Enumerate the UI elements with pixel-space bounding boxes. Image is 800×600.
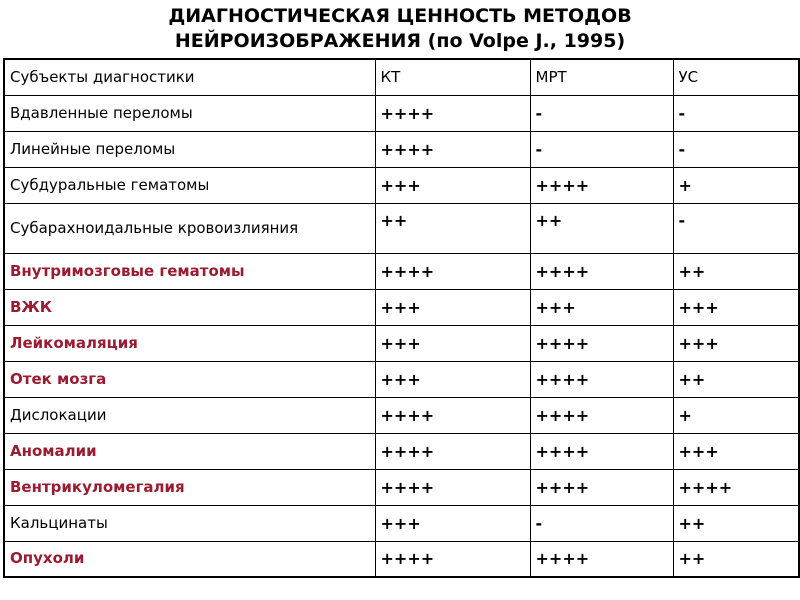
kt-cell: +++ [375, 361, 530, 397]
mrt-cell: ++++ [530, 541, 673, 577]
kt-cell: +++ [375, 289, 530, 325]
table-row [4, 469, 799, 505]
kt-cell: ++++ [375, 433, 530, 469]
table-row [4, 203, 799, 253]
table-row [4, 325, 799, 361]
header-cell-subject: Субъекты диагностики [4, 59, 375, 95]
subject-cell: Вдавленные переломы [4, 95, 375, 131]
table-header-row [4, 59, 799, 95]
subject-cell: Внутримозговые гематомы [4, 253, 375, 289]
mrt-cell: ++++ [530, 397, 673, 433]
us-cell: - [673, 131, 799, 167]
subject-cell: Дислокации [4, 397, 375, 433]
header-cell-kt: КТ [375, 59, 530, 95]
us-cell: + [673, 397, 799, 433]
subject-cell: Линейные переломы [4, 131, 375, 167]
subject-cell: Субдуральные гематомы [4, 167, 375, 203]
mrt-cell: +++ [530, 289, 673, 325]
us-cell: ++++ [673, 469, 799, 505]
subject-cell: Отек мозга [4, 361, 375, 397]
mrt-cell: ++++ [530, 469, 673, 505]
kt-cell: ++++ [375, 253, 530, 289]
subject-cell: Вентрикуломегалия [4, 469, 375, 505]
kt-cell: +++ [375, 505, 530, 541]
subject-cell: Кальцинаты [4, 505, 375, 541]
header-cell-mrt: МРТ [530, 59, 673, 95]
mrt-cell: ++ [530, 203, 673, 253]
subject-cell: Лейкомаляция [4, 325, 375, 361]
kt-cell: +++ [375, 325, 530, 361]
table-row [4, 397, 799, 433]
mrt-cell: ++++ [530, 325, 673, 361]
mrt-cell: ++++ [530, 361, 673, 397]
mrt-cell: - [530, 505, 673, 541]
kt-cell: ++++ [375, 95, 530, 131]
mrt-cell: ++++ [530, 253, 673, 289]
table-row [4, 253, 799, 289]
kt-cell: ++++ [375, 131, 530, 167]
table-row [4, 95, 799, 131]
kt-cell: ++ [375, 203, 530, 253]
title-line-1: ДИАГНОСТИЧЕСКАЯ ЦЕННОСТЬ МЕТОДОВ [168, 5, 632, 27]
table-row [4, 289, 799, 325]
mrt-cell: - [530, 131, 673, 167]
us-cell: + [673, 167, 799, 203]
diagnostic-value-table [3, 58, 800, 578]
kt-cell: +++ [375, 167, 530, 203]
kt-cell: ++++ [375, 397, 530, 433]
table-row [4, 541, 799, 577]
us-cell: ++ [673, 541, 799, 577]
table-row [4, 131, 799, 167]
us-cell: +++ [673, 433, 799, 469]
table-row [4, 361, 799, 397]
subject-cell: Опухоли [4, 541, 375, 577]
subject-cell: Субарахноидальные кровоизлияния [4, 203, 375, 253]
table-row [4, 167, 799, 203]
mrt-cell: ++++ [530, 433, 673, 469]
us-cell: - [673, 203, 799, 253]
header-cell-us: УС [673, 59, 799, 95]
us-cell: ++ [673, 505, 799, 541]
mrt-cell: ++++ [530, 167, 673, 203]
kt-cell: ++++ [375, 541, 530, 577]
mrt-cell: - [530, 95, 673, 131]
us-cell: +++ [673, 289, 799, 325]
subject-cell: Аномалии [4, 433, 375, 469]
table-row [4, 433, 799, 469]
us-cell: +++ [673, 325, 799, 361]
kt-cell: ++++ [375, 469, 530, 505]
title-line-2: НЕЙРОИЗОБРАЖЕНИЯ (по Volpe J., 1995) [174, 30, 626, 52]
us-cell: ++ [673, 253, 799, 289]
page-title [0, 4, 800, 54]
us-cell: - [673, 95, 799, 131]
subject-cell: ВЖК [4, 289, 375, 325]
table-row [4, 505, 799, 541]
us-cell: ++ [673, 361, 799, 397]
